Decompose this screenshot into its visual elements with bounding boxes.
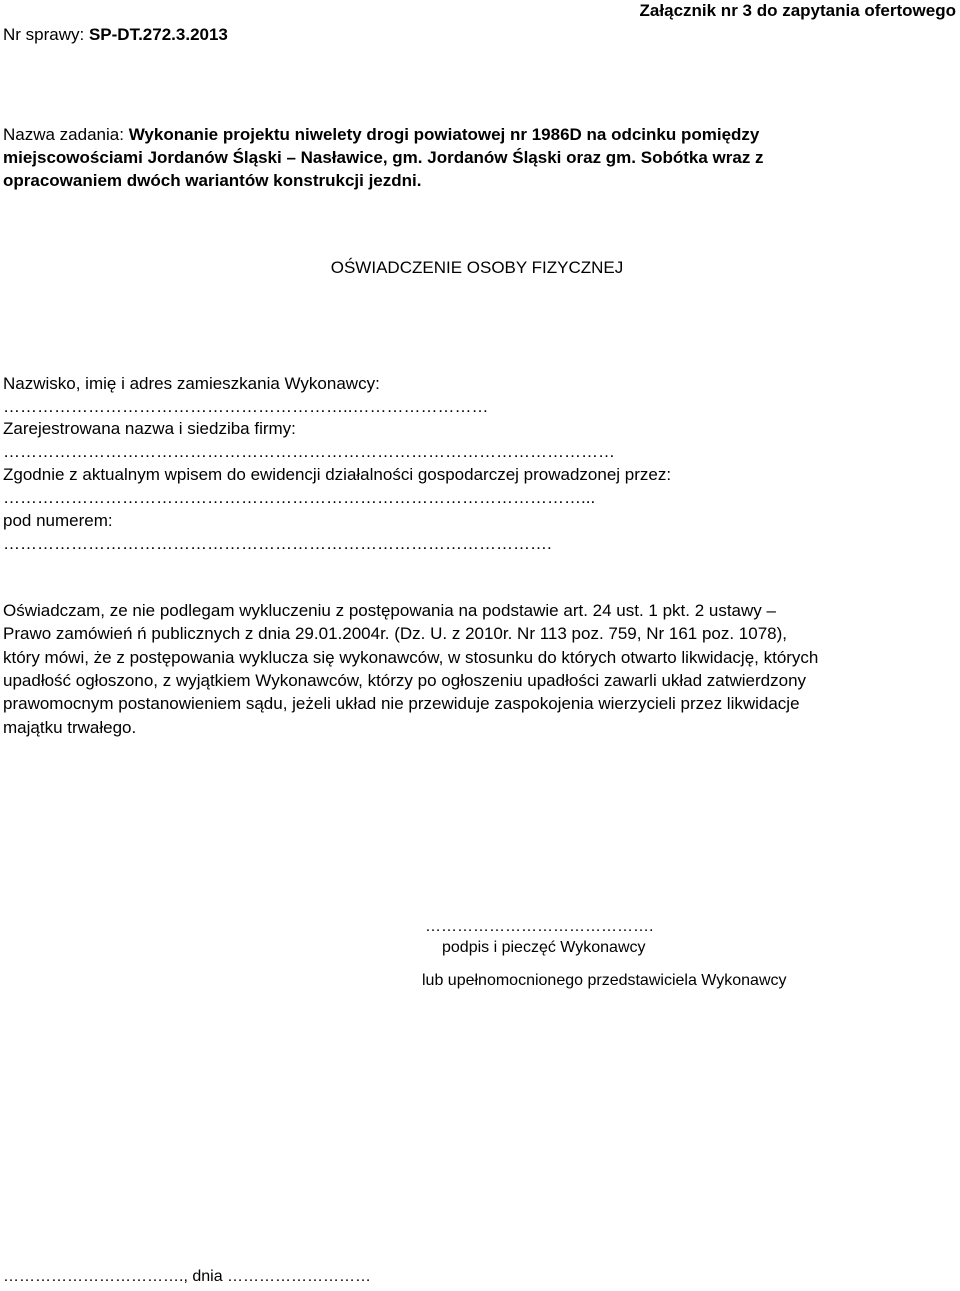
task-name-line-3: opracowaniem dwóch wariantów konstrukcji jezdni. [3,171,422,190]
signature-sublabel: lub upełnomocnionego przedstawiciela Wykonawcy [422,972,787,989]
registry-number-label: pod numerem: [3,511,113,530]
firm-name-field: ……………………………………………………………………………………………… [3,442,615,461]
case-number [3,24,228,46]
place-date-field: ……………………………., dnia ……………………… [3,1268,372,1285]
contractor-name-field: ……………………………………………………..…………………… [3,397,489,416]
attachment-title: Załącznik nr 3 do zapytania ofertowego [639,1,956,20]
declaration-line-5: prawomocnym postanowieniem sądu, jeżeli układ nie przewiduje zaspokojenia wierzycieli przez likwidacje [3,694,800,713]
task-name-text-1: Wykonanie projektu niwelety drogi powiatowej nr 1986D na odcinku pomiędzy [128,125,760,144]
signature-label: podpis i pieczęć Wykonawcy [442,939,646,956]
declaration-line-1: Oświadczam, ze nie podlegam wykluczeniu z postępowania na podstawie art. 24 ust. 1 pkt. 2 ustawy – [3,601,776,620]
declaration-line-4: upadłość ogłoszono, z wyjątkiem Wykonawców, którzy po ogłoszeniu upadłości zawarli układ zatwierdzony [3,671,807,690]
signature-field: ……………………………………. [425,918,654,935]
task-name-line-1 [3,124,759,146]
case-number-label: Nr sprawy: [3,25,89,44]
declaration-line-3: który mówi, że z postępowania wyklucza się wykonawców, w stosunku do których otwarto likwidację, których [3,648,819,667]
declaration-line-6: majątku trwałego. [3,718,137,737]
statement-title: OŚWIADCZENIE OSOBY FIZYCZNEJ [330,258,624,277]
firm-name-label: Zarejestrowana nazwa i siedziba firmy: [3,419,296,438]
case-number-value: SP-DT.272.3.2013 [88,25,228,44]
registry-label: Zgodnie z aktualnym wpisem do ewidencji działalności gospodarczej prowadzonej przez: [3,465,672,484]
declaration-line-2: Prawo zamówień ń publicznych z dnia 29.01.2004r. (Dz. U. z 2010r. Nr 113 poz. 759, Nr 161 poz. 1078), [3,624,788,643]
registry-number-field: ……………………………………………………………………………………. [3,534,552,553]
contractor-name-label: Nazwisko, imię i adres zamieszkania Wykonawcy: [3,374,380,393]
task-name-label: Nazwa zadania: [3,125,129,144]
task-name-line-2: miejscowościami Jordanów Śląski – Nasławice, gm. Jordanów Śląski oraz gm. Sobótka wraz z [3,148,764,167]
registry-authority-field: …………………………………………………………………………………………... [3,488,596,507]
